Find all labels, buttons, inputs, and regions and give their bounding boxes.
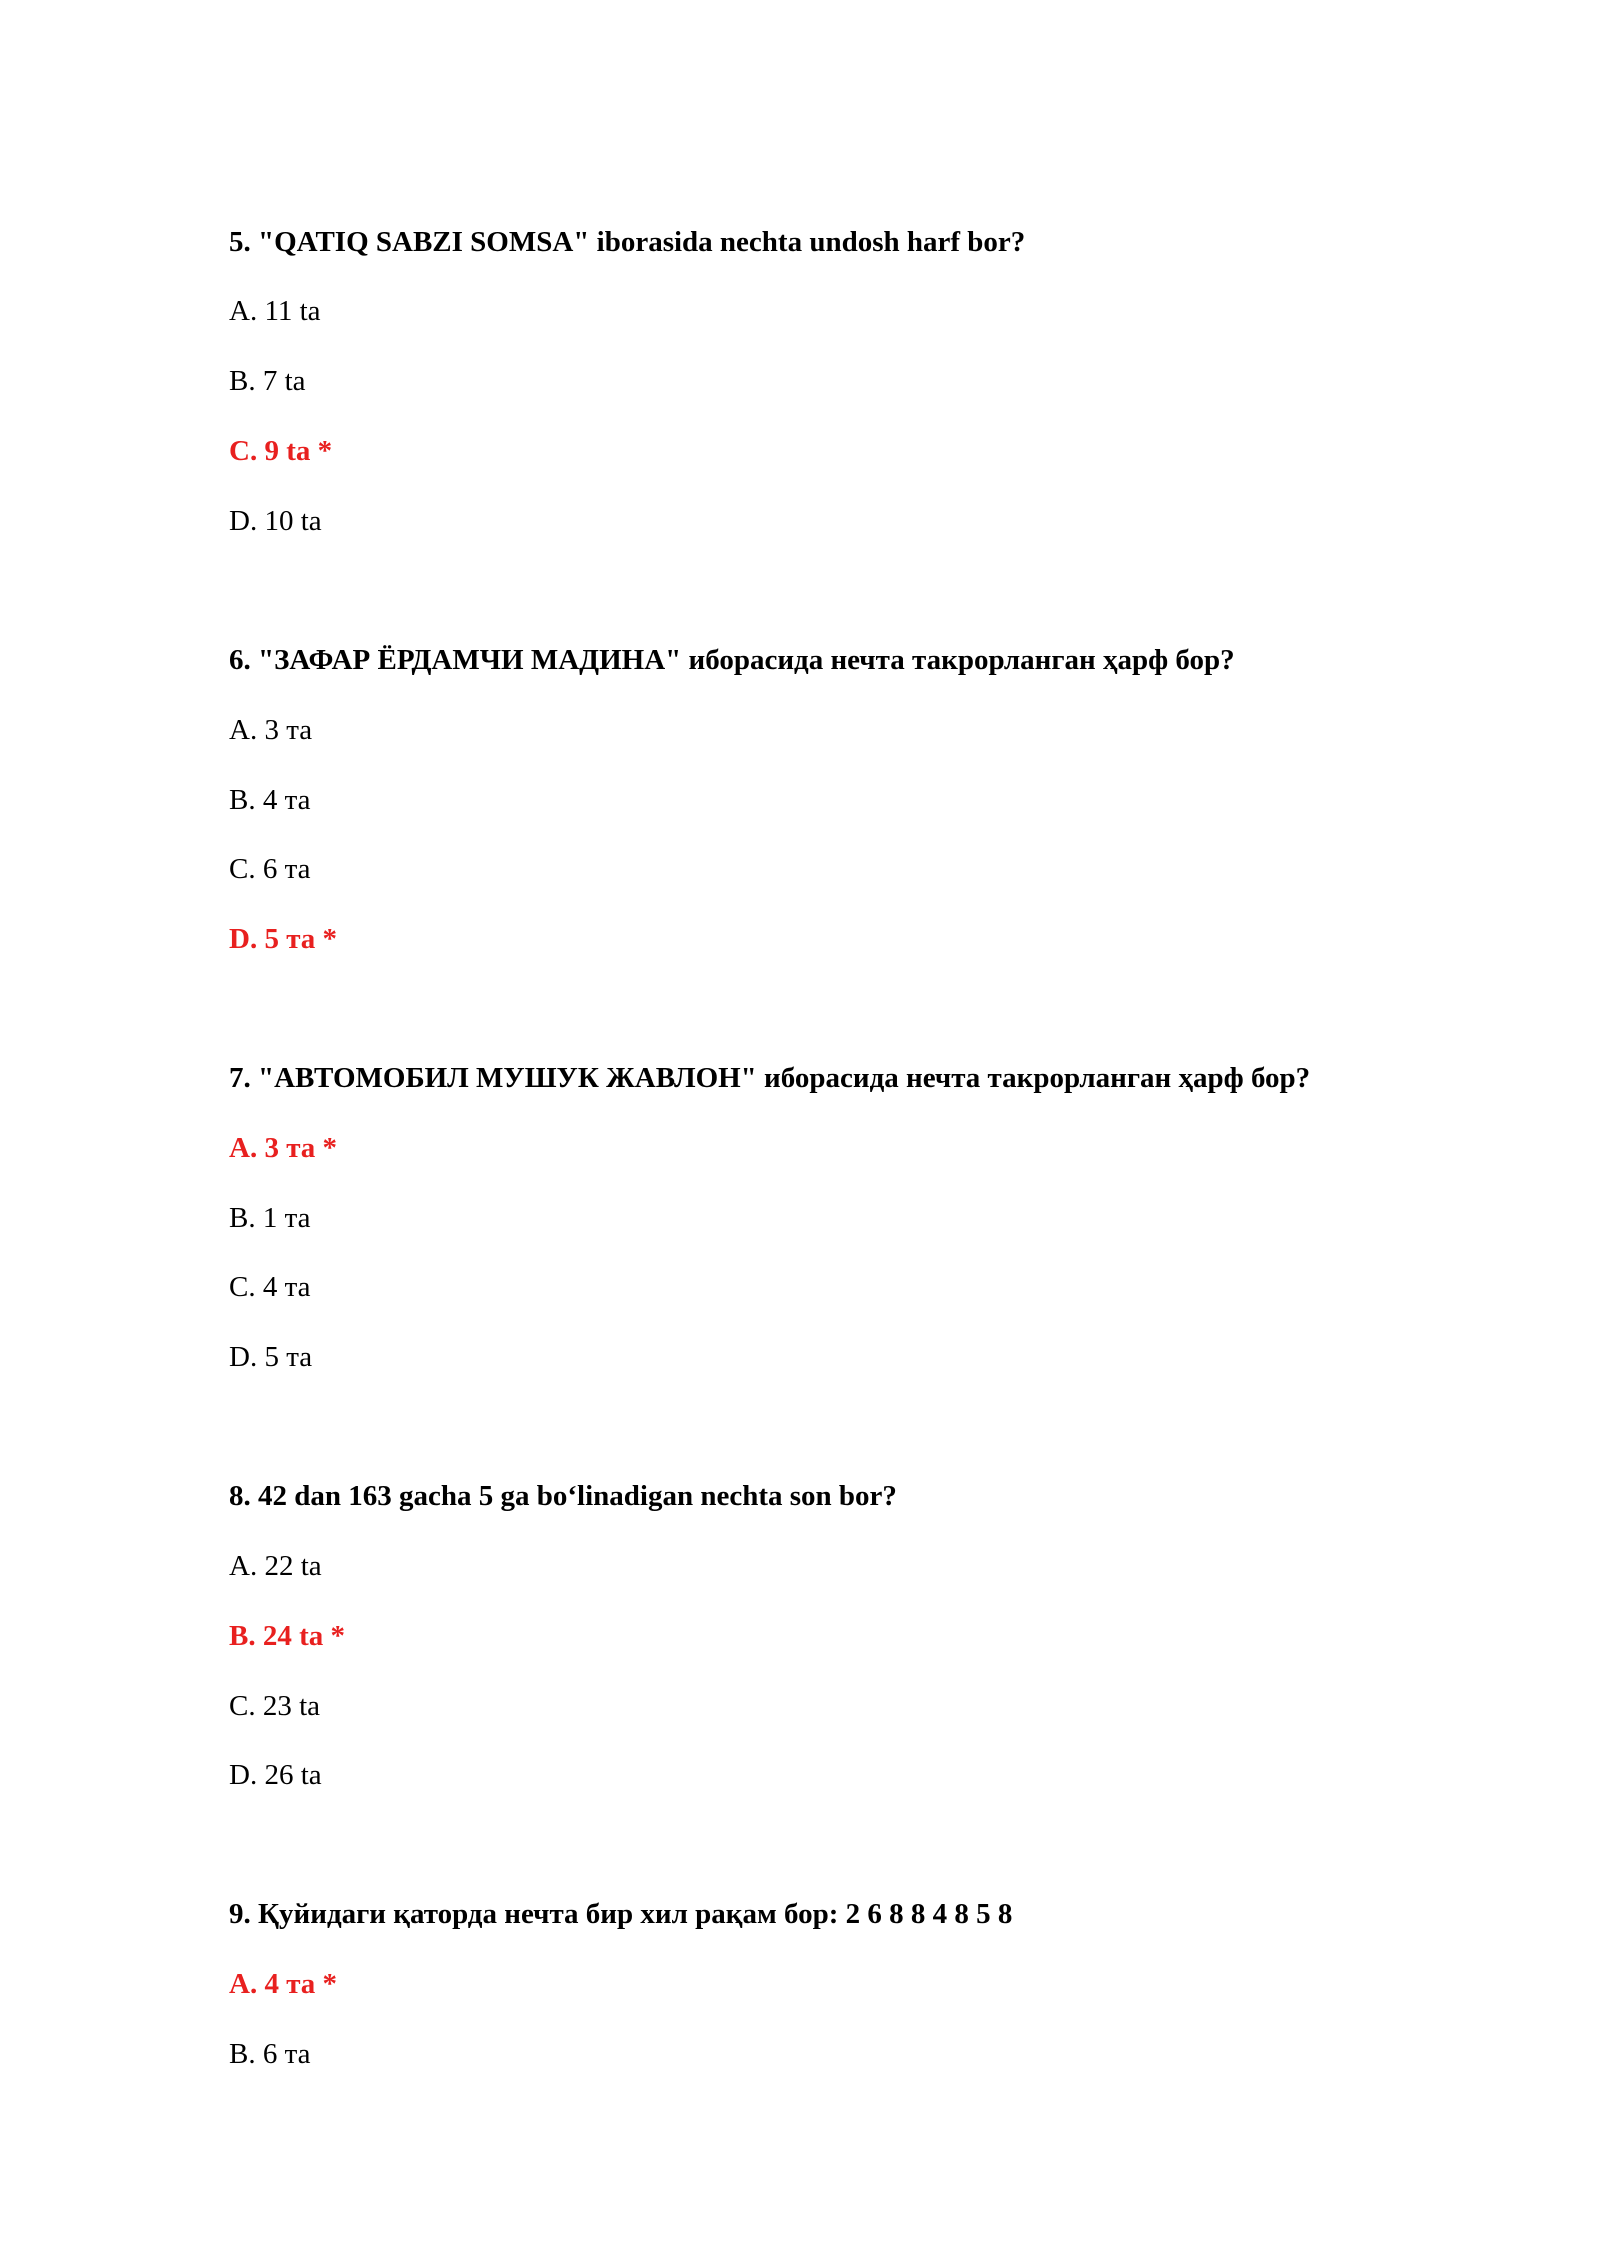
question-6: 6. "ЗАФАР ЁРДАМЧИ МАДИНА" иборасида нечта такрорланган ҳарф бор? [229,644,1235,676]
question-6-option-c: C. 6 та [229,853,311,885]
question-5-option-a: A. 11 ta [229,295,321,327]
question-8-option-b-correct: B. 24 ta * [229,1620,345,1652]
question-9-option-a-correct: A. 4 та * [229,1968,338,2000]
question-6-option-a: A. 3 та [229,714,313,746]
question-8-option-d: D. 26 ta [229,1759,322,1791]
question-8-option-a: A. 22 ta [229,1550,322,1582]
question-7-option-d: D. 5 та [229,1341,313,1373]
question-8-option-c: C. 23 ta [229,1690,321,1722]
question-9-option-b: B. 6 та [229,2038,311,2070]
question-9: 9. Қуйидаги қаторда нечта бир хил рақам бор: 2 6 8 8 4 8 5 8 [229,1898,1013,1930]
question-5: 5. "QATIQ SABZI SOMSA" iborasida nechta undosh harf bor? [229,226,1026,258]
question-7-option-a-correct: A. 3 та * [229,1132,338,1164]
question-5-option-d: D. 10 ta [229,505,322,537]
question-7: 7. "АВТОМОБИЛ МУШУК ЖАВЛОН" иборасида нечта такрорланган ҳарф бор? [229,1062,1311,1094]
question-7-option-b: B. 1 та [229,1202,311,1234]
question-5-option-b: B. 7 ta [229,365,306,397]
question-7-option-c: C. 4 та [229,1271,311,1303]
question-5-option-c-correct: C. 9 ta * [229,435,333,467]
question-6-option-b: B. 4 та [229,784,311,816]
question-8: 8. 42 dan 163 gacha 5 ga bo‘linadigan nechta son bor? [229,1480,897,1512]
question-6-option-d-correct: D. 5 та * [229,923,338,955]
